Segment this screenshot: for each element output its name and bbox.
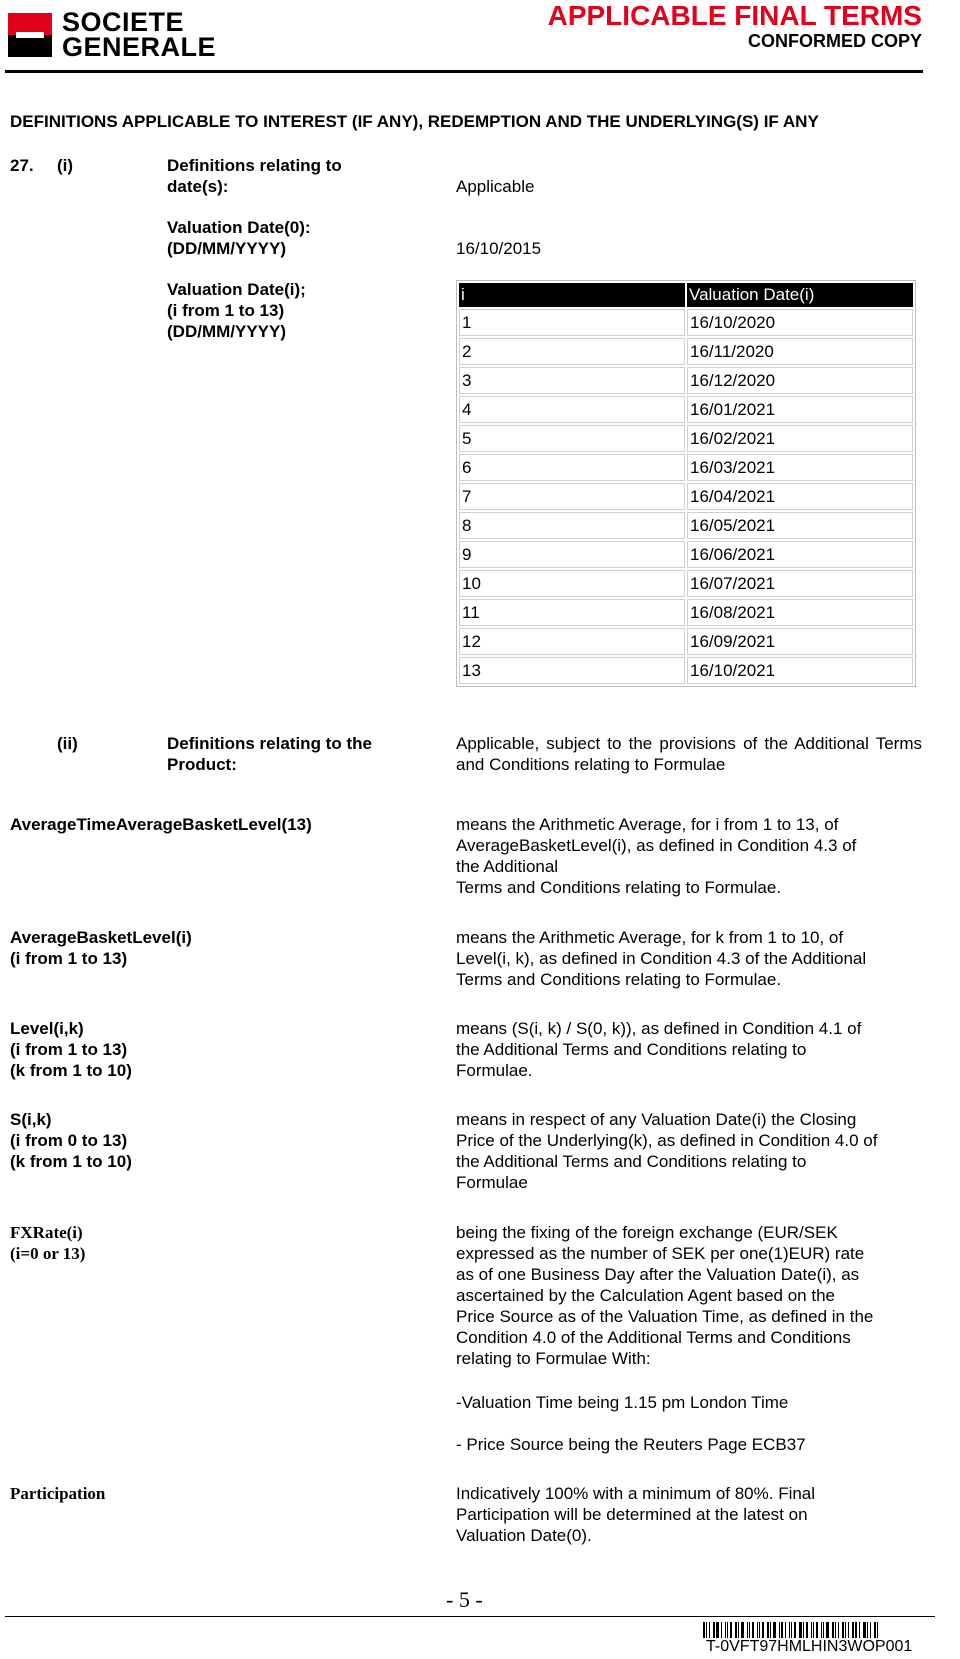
term-participation: Participation (10, 1484, 106, 1503)
barcode-bar (791, 1622, 792, 1638)
barcode-bar (848, 1622, 849, 1638)
table-row (459, 570, 913, 597)
sub-item-ii: (ii) (57, 734, 78, 753)
fx-valuation-time: -Valuation Time being 1.15 pm London Time (456, 1393, 789, 1412)
document-subtitle: CONFORMED COPY (747, 31, 922, 51)
table-cell-date: 16/11/2020 (687, 338, 913, 365)
table-cell-date: 16/05/2021 (687, 512, 913, 539)
table-row (459, 541, 913, 568)
def-fxrate: being the fixing of the foreign exchange (EUR/SEK expressed as the number of SEK per one(1)EUR) rate as of one Business Day after the Valuation Date(i), as ascertained by the Calculation Agent based on the Price Source as of the Valuation Time, as defined in the Condition 4.0 of the Additional Terms and Conditions relating to Formulae With: (456, 1223, 874, 1368)
vd0-label: Valuation Date(0): (DD/MM/YYYY) (167, 218, 311, 258)
valuation-dates-table (456, 280, 916, 687)
table-cell-date: 16/06/2021 (687, 541, 913, 568)
barcode-bar (721, 1622, 722, 1638)
table-cell-index: 13 (459, 657, 685, 684)
barcode-bar (789, 1622, 790, 1638)
barcode-bar (713, 1622, 715, 1638)
barcode-bar (835, 1622, 836, 1638)
table-cell-index: 11 (459, 599, 685, 626)
table-cell-index: 2 (459, 338, 685, 365)
barcode-bar (762, 1622, 764, 1638)
barcode-bar (730, 1622, 732, 1638)
term-abl: AverageBasketLevel(i) (i from 1 to 13) (10, 928, 192, 968)
barcode-bar (799, 1622, 802, 1638)
barcode-bar (752, 1622, 754, 1638)
barcode (703, 1622, 931, 1638)
table-row (459, 367, 913, 394)
barcode-bar (826, 1622, 829, 1638)
barcode-bar (863, 1622, 866, 1638)
company-name (62, 7, 217, 62)
table-cell-date: 16/07/2021 (687, 570, 913, 597)
vdi-label: Valuation Date(i); (i from 1 to 13) (DD/MM/YYYY) (167, 280, 306, 341)
table-cell-index: 4 (459, 396, 685, 423)
table-cell-index: 7 (459, 483, 685, 510)
section-title: DEFINITIONS APPLICABLE TO INTEREST (IF ANY), REDEMPTION AND THE UNDERLYING(S) IF ANY (10, 112, 819, 131)
barcode-bar (806, 1622, 808, 1638)
def-atabl: means the Arithmetic Average, for i from 1 to 13, of AverageBasketLevel(i), as defined in Condition 4.3 of the Additional Terms and Conditions relating to Formulae. (456, 815, 857, 897)
logo-line1: SOCIETE (62, 7, 185, 37)
barcode-bar (821, 1622, 822, 1638)
barcode-bar (823, 1622, 824, 1638)
barcode-bar (749, 1622, 750, 1638)
item-number: 27. (10, 156, 34, 175)
table-row (459, 483, 913, 510)
table-header-row (459, 283, 913, 307)
footer-divider (5, 1616, 935, 1617)
barcode-bar (703, 1622, 705, 1638)
barcode-bar (767, 1622, 769, 1638)
table-row (459, 657, 913, 684)
table-row (459, 599, 913, 626)
barcode-bar (855, 1622, 857, 1638)
barcode-bar (874, 1622, 876, 1638)
barcode-bar (794, 1622, 796, 1638)
table-cell-date: 16/09/2021 (687, 628, 913, 655)
table-cell-index: 10 (459, 570, 685, 597)
table-row (459, 628, 913, 655)
def-s: means in respect of any Valuation Date(i) the Closing Price of the Underlying(k), as defined in Condition 4.0 of the Additional Terms and Conditions relating to Formulae (456, 1110, 878, 1192)
table-header-date: Valuation Date(i) (687, 283, 913, 307)
table-cell-date: 16/12/2020 (687, 367, 913, 394)
table-row (459, 454, 913, 481)
barcode-bar (816, 1622, 818, 1638)
barcode-bar (757, 1622, 758, 1638)
barcode-bar (725, 1622, 726, 1638)
barcode-bar (842, 1622, 844, 1638)
term-fxrate: FXRate(i) (i=0 or 13) (10, 1223, 86, 1263)
def-level: means (S(i, k) / S(0, k)), as defined in Condition 4.1 of the Additional Terms and Conditions relating to Formulae. (456, 1019, 862, 1080)
product-value: Applicable, subject to the provisions of the Additional Terms and Conditions relating to Formulae (456, 734, 922, 774)
product-label: Definitions relating to the Product: (167, 734, 372, 774)
table-cell-index: 9 (459, 541, 685, 568)
dates-label: Definitions relating to date(s): (167, 156, 342, 196)
barcode-bar (770, 1622, 771, 1638)
table-row (459, 309, 913, 336)
def-participation: Indicatively 100% with a minimum of 80%. Final Participation will be determined at the latest on Valuation Date(0). (456, 1484, 816, 1545)
logo-line2: GENERALE (62, 32, 217, 62)
barcode-bar (870, 1622, 871, 1638)
barcode-bar (838, 1622, 839, 1638)
table-cell-date: 16/01/2021 (687, 396, 913, 423)
table-cell-date: 16/03/2021 (687, 454, 913, 481)
barcode-bar (859, 1622, 860, 1638)
term-level: Level(i,k) (i from 1 to 13) (k from 1 to 10) (10, 1019, 132, 1080)
barcode-bar (759, 1622, 760, 1638)
table-cell-index: 3 (459, 367, 685, 394)
table-cell-index: 8 (459, 512, 685, 539)
document-title: APPLICABLE FINAL TERMS (547, 0, 922, 31)
barcode-bar (709, 1622, 710, 1638)
fx-price-source: - Price Source being the Reuters Page ECB37 (456, 1435, 806, 1454)
barcode-bar (773, 1622, 776, 1638)
table-cell-index: 1 (459, 309, 685, 336)
table-row (459, 425, 913, 452)
barcode-bar (781, 1622, 783, 1638)
table-cell-date: 16/02/2021 (687, 425, 913, 452)
barcode-bar (867, 1622, 868, 1638)
barcode-bar (845, 1622, 846, 1638)
table-cell-date: 16/04/2021 (687, 483, 913, 510)
header-divider (5, 70, 923, 73)
barcode-bar (747, 1622, 748, 1638)
document-code: T-0VFT97HMLHIN3WOP001 (706, 1638, 913, 1655)
sub-item-i: (i) (57, 156, 74, 175)
table-cell-date: 16/10/2021 (687, 657, 913, 684)
company-logo (8, 13, 52, 57)
page-number: - 5 - (446, 1587, 483, 1612)
barcode-bar (738, 1622, 739, 1638)
barcode-bar (779, 1622, 780, 1638)
table-cell-date: 16/08/2021 (687, 599, 913, 626)
barcode-bar (877, 1622, 878, 1638)
barcode-bar (716, 1622, 719, 1638)
table-row (459, 338, 913, 365)
table-row (459, 512, 913, 539)
barcode-bar (706, 1622, 707, 1638)
barcode-bar (727, 1622, 728, 1638)
table-row (459, 396, 913, 423)
barcode-bar (832, 1622, 834, 1638)
term-atabl: AverageTimeAverageBasketLevel(13) (10, 815, 312, 834)
table-cell-index: 12 (459, 628, 685, 655)
barcode-bar (813, 1622, 814, 1638)
barcode-bar (803, 1622, 804, 1638)
term-s: S(i,k) (i from 0 to 13) (k from 1 to 10) (10, 1110, 132, 1171)
table-cell-index: 5 (459, 425, 685, 452)
def-abl: means the Arithmetic Average, for k from 1 to 10, of Level(i, k), as defined in Condition 4.3 of the Additional Terms and Conditions relating to Formulae. (456, 928, 867, 989)
dates-value: Applicable (456, 177, 535, 196)
barcode-bar (735, 1622, 737, 1638)
table-cell-index: 6 (459, 454, 685, 481)
barcode-bar (811, 1622, 812, 1638)
barcode-bar (785, 1622, 786, 1638)
barcode-bar (741, 1622, 744, 1638)
table-cell-date: 16/10/2020 (687, 309, 913, 336)
table-header-i: i (459, 283, 685, 307)
barcode-bar (852, 1622, 854, 1638)
vd0-value: 16/10/2015 (456, 239, 542, 258)
